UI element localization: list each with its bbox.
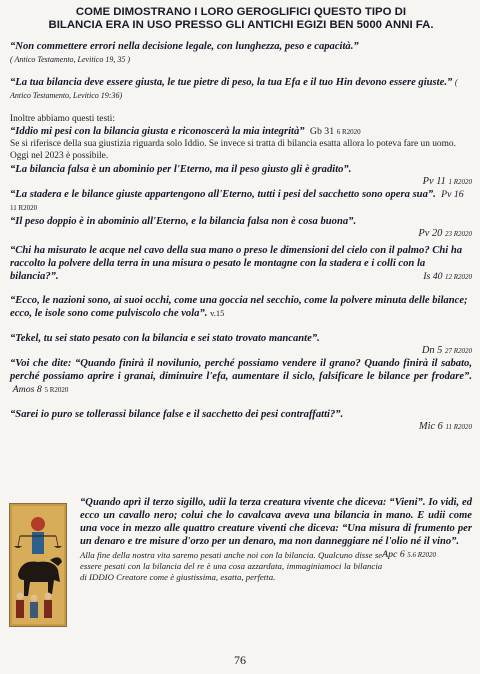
ref-pv-11 <box>10 176 472 189</box>
quote-text: “Iddio mi pesi con la bilancia giusta e riconoscerà la mia integrità” <box>10 126 305 138</box>
quote-verse: 6 R2020 <box>336 128 361 137</box>
quote-daniele <box>10 332 472 345</box>
quote-reference: Pv 16 <box>441 189 464 201</box>
quote-pv-11 <box>10 163 472 176</box>
quote-verse: 23 R2020 <box>444 230 472 239</box>
quote-michea <box>10 408 472 421</box>
quote-text: “Ecco, le nazioni sono, ai suoi occhi, come una goccia nel secchio, come la polvere minuta delle bilance; ecco, le isole sono come pulviscolo che vola”. <box>10 294 468 319</box>
quote-reference: v.15 <box>210 307 225 318</box>
quote-reference: Amos 8 <box>12 384 42 396</box>
quote-text: “Chi ha misurato le acque nel cavo della sua mano o preso le dimensioni del cielo con il palmo? Chi ha raccolto la polvere della terra in una misura o pesato le montagne con la stadera e i colli con la bilancia?”. <box>10 244 463 282</box>
quote-verse: 11 R2020 <box>10 204 38 213</box>
quote-levitico-19-35 <box>10 40 472 66</box>
quote-reference: Is 40 12 R2020 <box>423 270 472 282</box>
quote-pv-16 <box>10 188 472 215</box>
intro-text: Inoltre abbiamo questi testi: <box>10 114 115 124</box>
quote-text: “Voi che dite: “Quando finirà il novilunio, perché possiamo vendere il grano? Quando finirà il sabato, perché possiamo aprire i granai, diminuire l'efa, aumentare il siclo, falsificare le bilance per frodare”. <box>10 358 472 383</box>
quote-reference: Mic 6 <box>418 421 443 433</box>
ref-michea <box>10 421 472 434</box>
quote-verse: 27 R2020 <box>444 346 472 355</box>
quote-levitico-19-36 <box>10 76 472 102</box>
quote-apocalisse <box>80 496 472 560</box>
quote-pv-20 <box>10 215 472 228</box>
closing-text: Alla fine della nostra vita saremo pesati anche noi con la bilancia. Qualcuno disse se essere pesati con la bilancia del re è una cosa azzardata, immaginiamoci la bilancia di IDDIO Creatore come è giustissima, esatta, perfetta. <box>80 550 383 582</box>
note-text: Se si riferisce della sua giustizia riguarda solo Iddio. Se invece si tratta di bilancia esatta allora lo poteva fare un uomo. Oggi nel 2023 è possibile. <box>10 139 456 161</box>
page-number: 76 <box>234 653 246 667</box>
quote-reference: ( Antico Testamento, Levitico 19, 35 ) <box>10 55 130 64</box>
ref-pv-20 <box>10 228 472 241</box>
quote-reference: Apc 6 5.6 R2020 <box>382 549 436 560</box>
quote-text: “Il peso doppio è in abominio all'Eterno, e la bilancia falsa non è cosa buona”. <box>10 216 357 228</box>
quote-text: “Non commettere errori nella decisione legale, con lunghezza, peso e capacità.” <box>10 41 359 52</box>
title-line-1: COME DIMOSTRANO I LORO GEROGLIFICI QUESTO TIPO DI <box>75 6 407 18</box>
page-content <box>10 6 472 434</box>
page-title <box>10 6 472 32</box>
black-horse-illustration <box>9 503 67 627</box>
quote-reference: Pv 11 <box>422 175 446 187</box>
quote-giobbe <box>10 125 472 139</box>
ref-daniele <box>10 345 472 358</box>
quote-text: “Quando aprì il terzo sigillo, udii la terza creatura vivente che diceva: “Vieni”. Io vidi, ed ecco un cavallo nero; colui che lo cavalcava aveva una bilancia in mano. E udii come una voce in mezzo alle quattro creature viventi che diceva: “Una misura di frumento per un denaro e tre misure d'orzo per un denaro, ma non danneggiare né l'olio né il vino”. <box>80 497 472 547</box>
quote-text: “La bilancia falsa è un abominio per l'Eterno, ma il peso giusto gli è gradito”. <box>10 163 352 175</box>
quote-reference: ( Antico Testamento, Levitico 19:36) <box>10 78 458 100</box>
quote-verse: 5 R2020 <box>44 386 69 395</box>
title-line-2: BILANCIA ERA IN USO PRESSO GLI ANTICHI EGIZI BEN 5000 ANNI FA. <box>48 19 434 31</box>
quote-isaia-v15 <box>10 294 472 320</box>
quote-text: “La stadera e le bilance giuste appartengono all'Eterno, tutti i pesi del sacchetto sono opera sua”. <box>10 189 436 201</box>
quote-apocalisse-block <box>80 496 472 583</box>
quote-verse: 1 R2020 <box>448 177 472 186</box>
quote-isaia <box>10 244 472 283</box>
quote-reference: Gb 31 <box>309 126 335 138</box>
quote-reference: Dn 5 <box>421 344 443 356</box>
quote-verse: 11 R2020 <box>445 423 472 432</box>
quote-text: “Tekel, tu sei stato pesato con la bilancia e sei stato trovato mancante”. <box>10 332 320 344</box>
quote-amos <box>10 357 472 397</box>
quote-text: “La tua bilancia deve essere giusta, le tue pietre di peso, la tua Efa e il tuo Hin devono essere giuste.” <box>10 77 453 88</box>
quote-reference: Pv 20 <box>418 228 443 240</box>
quote-text: “Sarei io puro se tollerassi bilance false e il sacchetto dei pesi contraffatti?”. <box>10 409 344 421</box>
